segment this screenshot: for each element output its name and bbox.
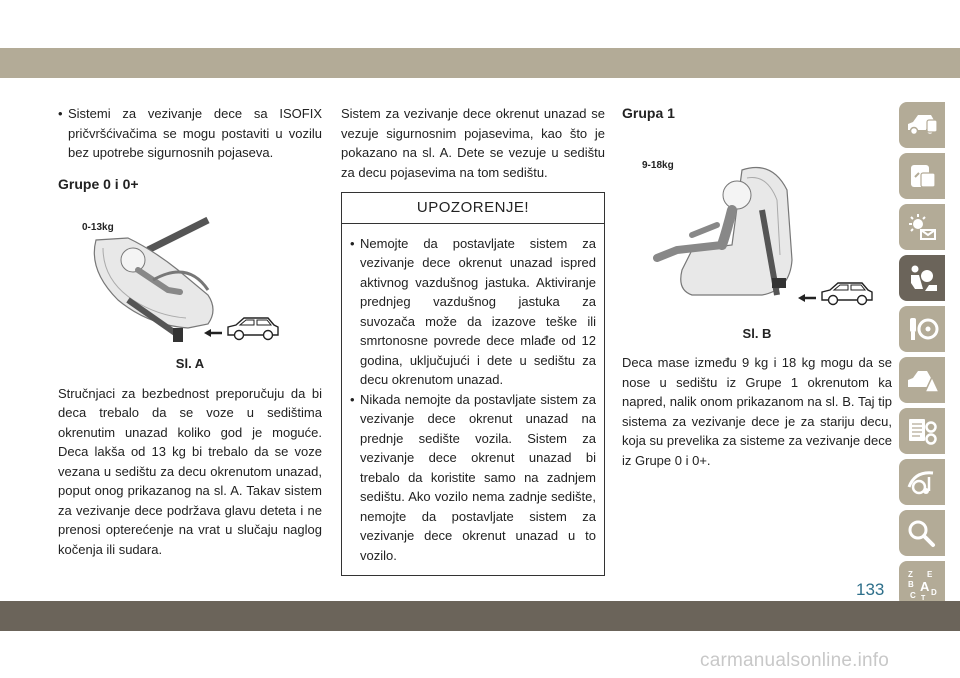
tab-emergency[interactable] bbox=[899, 357, 945, 403]
dashboard-warning-icon bbox=[905, 161, 939, 191]
index-letter: Z bbox=[908, 570, 913, 579]
index-letters-icon bbox=[905, 567, 939, 601]
maintenance-icon bbox=[905, 416, 939, 446]
rear-facing-seat-illustration bbox=[58, 200, 322, 350]
tab-lights-messages[interactable] bbox=[899, 204, 945, 250]
airbag-safety-icon bbox=[905, 263, 939, 293]
figure-a-caption: Sl. A bbox=[175, 356, 205, 371]
search-icon bbox=[905, 518, 939, 548]
figure-a bbox=[58, 200, 322, 350]
warning-body bbox=[342, 224, 604, 576]
roadside-warning-icon bbox=[905, 365, 939, 395]
paragraph-belt-attachment: Sistem za vezivanje dece okrenut unazad se vezuje sigurnosnim pojasevima, kao što je pokazano na sl. A. Dete se vezuje u sedištu za decu pojasevima na tom sedištu. bbox=[341, 106, 605, 180]
chapter-tabs bbox=[899, 102, 945, 612]
index-letter: E bbox=[927, 570, 933, 579]
column-1 bbox=[58, 104, 322, 559]
paragraph-forward-facing: Deca mase između 9 kg i 18 kg mogu da se nose u sedištu iz Grupe 1 okrenutom ka napred, nalik onom prikazanom na sl. B. Taj tip sistema za vezivanje dece je za stariju decu, koja su prevelika za sisteme za vezivanje dece iz Grupe 0 i 0+. bbox=[622, 355, 892, 468]
tab-search[interactable] bbox=[899, 510, 945, 556]
warning-item-text: Nikada nemojte da postavljate sistem za vezivanje dece okrenut unazad na prednje sedište vozila. Sistem za vezivanje dece okrenut unazad bi trebalo da koristite samo na zadnjem sedištu. Ako vozilo nema zadnje sedište, nemojte da postavljate sistem za vezivanje dece okrenut unazad u to vozilo. bbox=[360, 391, 596, 563]
warning-item: • Nikada nemojte da postavljate sistem za vezivanje dece okrenut unazad na prednje sedište vozila. Sistem za vezivanje dece okrenut unazad bi trebalo da koristite samo na zadnjem sedištu. Ako vozilo nema zadnje sedište, nemojte da postavljate sistem za vezivanje dece okrenut unazad u to vozilo. bbox=[350, 390, 596, 566]
car-icon-b bbox=[822, 283, 872, 305]
isofix-bullet-text: Sistemi za vezivanje dece sa ISOFIX pričvršćivačima se mogu postaviti u vozilu bez upotrebe sigurnosnih pojaseva. bbox=[68, 106, 322, 160]
warning-title: UPOZORENJE! bbox=[342, 193, 604, 224]
warning-item: • Nemojte da postavljate sistem za vezivanje dece okrenut unazad ispred aktivnog vazdušnog jastuka. Aktiviranje prednjeg vazdušnog jastuka za suvozača može da izazove teške ili smrtonosne povrede dece mlađe od 12 godina, uključujući i dete u sedištu za decu okrenutom unazad. bbox=[350, 234, 596, 390]
tab-multimedia[interactable] bbox=[899, 459, 945, 505]
tab-car-info[interactable] bbox=[899, 102, 945, 148]
heading-group-1: Grupa 1 bbox=[622, 105, 675, 121]
figure-b-caption: Sl. B bbox=[742, 325, 772, 341]
car-info-icon bbox=[905, 110, 939, 140]
car-icon-a bbox=[228, 318, 278, 340]
light-message-icon bbox=[905, 212, 939, 242]
key-steering-icon bbox=[905, 314, 939, 344]
warning-item-text: Nemojte da postavljate sistem za vezivanje dece okrenut unazad ispred aktivnog vazdušnog jastuka. Aktiviranje prednjeg vazdušnog jastuka za suvozača može da izazove teške ili smrtonosne povrede dece mlađe od 12 godina, uključujući i dete u sedištu za decu okrenutom unazad. bbox=[360, 235, 596, 387]
multimedia-icon bbox=[905, 467, 939, 497]
tab-safety[interactable] bbox=[899, 255, 945, 301]
watermark: carmanualsonline.info bbox=[700, 650, 890, 671]
paragraph-rear-facing: Stručnjaci za bezbednost preporučuju da bi deca trebalo da se voze u sedištima okrenutim unazad koliko god je moguće. Deca lakša od 13 kg bi trebalo da se voze vezana u sedištu za decu okrenutom unazad, poput onog prikazanog na sl. A. Takav sistem za vezivanje dece podržava glavu deteta i ne prenosi opterećenje na vrat u slučaju naglog kočenja ili sudara. bbox=[58, 385, 322, 557]
heading-group-0: Grupe 0 i 0+ bbox=[58, 175, 139, 192]
top-band bbox=[0, 48, 960, 78]
figure-b bbox=[622, 130, 886, 320]
index-letter: C bbox=[910, 591, 916, 600]
forward-facing-seat-illustration bbox=[622, 130, 892, 320]
weight-label-b: 9-18kg bbox=[642, 159, 674, 171]
tab-starting-driving[interactable] bbox=[899, 306, 945, 352]
column-3 bbox=[622, 104, 892, 470]
page-number: 133 bbox=[856, 580, 885, 599]
isofix-bullet: • Sistemi za vezivanje dece sa ISOFIX pričvršćivačima se mogu postaviti u vozilu bez upotrebe sigurnosnih pojaseva. bbox=[58, 104, 322, 163]
index-letter: T bbox=[921, 595, 926, 601]
index-letter: B bbox=[908, 580, 914, 589]
tab-maintenance[interactable] bbox=[899, 408, 945, 454]
warning-box bbox=[341, 192, 605, 576]
bottom-band bbox=[0, 601, 960, 631]
weight-label-a: 0-13kg bbox=[82, 222, 114, 233]
tab-dashboard[interactable] bbox=[899, 153, 945, 199]
column-2 bbox=[341, 104, 605, 576]
index-letter: D bbox=[931, 588, 937, 597]
index-letter: A bbox=[920, 579, 930, 594]
